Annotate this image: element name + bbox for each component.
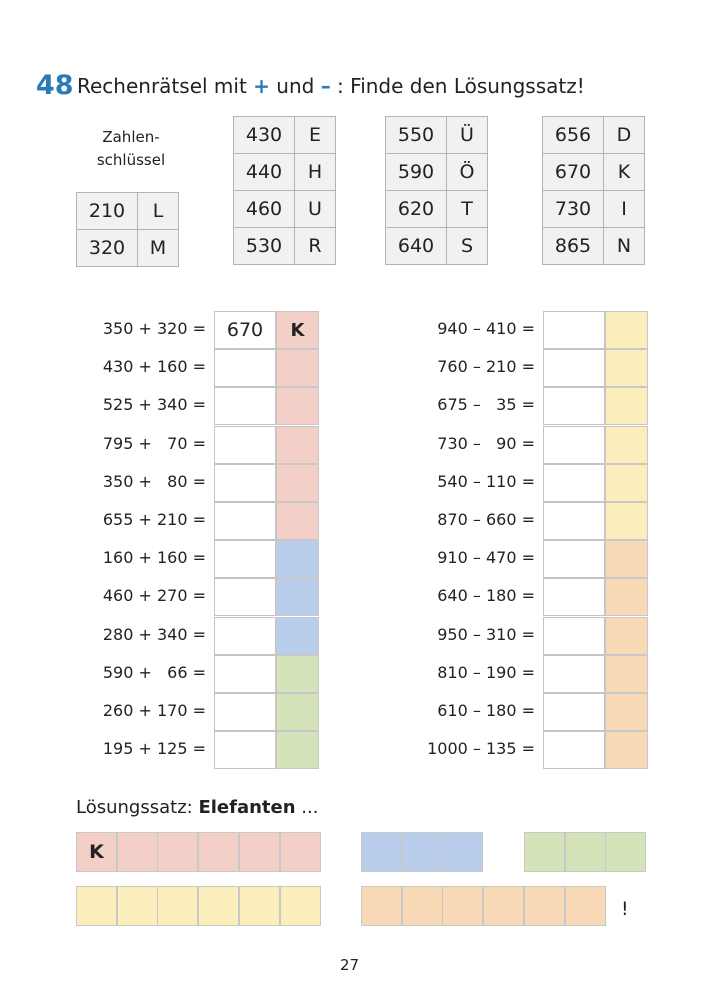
equation-text: 260 + 170 = bbox=[102, 701, 206, 720]
answer-box[interactable] bbox=[543, 502, 605, 540]
key-row bbox=[386, 228, 488, 265]
answer-box[interactable] bbox=[543, 464, 605, 502]
key-number: 210 bbox=[77, 193, 138, 230]
key-row bbox=[386, 154, 488, 191]
solution-label bbox=[76, 797, 318, 818]
equation-text: 610 – 180 = bbox=[437, 701, 535, 720]
page-number: 27 bbox=[340, 956, 360, 974]
minus-sign: – bbox=[320, 74, 331, 98]
solution-letter-box[interactable] bbox=[280, 886, 321, 926]
answer-box[interactable]: 670 bbox=[214, 311, 276, 349]
key-letter: D bbox=[604, 117, 645, 154]
key-label-line1: Zahlen- bbox=[102, 128, 160, 146]
solution-letter-box[interactable] bbox=[239, 886, 280, 926]
equation-text: 795 + 70 = bbox=[102, 433, 206, 453]
solution-letter-box[interactable]: K bbox=[76, 832, 117, 872]
key-table bbox=[233, 116, 336, 265]
title-part3: : Finde den Lösungssatz! bbox=[330, 74, 585, 98]
letter-box[interactable] bbox=[605, 349, 648, 387]
task-title bbox=[77, 74, 585, 98]
letter-box[interactable] bbox=[276, 502, 319, 540]
solution-letter-box[interactable] bbox=[402, 886, 443, 926]
equation-text: 810 – 190 = bbox=[437, 662, 535, 682]
key-letter: U bbox=[295, 191, 336, 228]
solution-exclamation: ! bbox=[621, 898, 629, 920]
solution-letter-box[interactable] bbox=[442, 832, 483, 872]
key-letter: M bbox=[138, 230, 179, 267]
answer-box[interactable] bbox=[543, 311, 605, 349]
key-number: 440 bbox=[234, 154, 295, 191]
key-row bbox=[234, 228, 336, 265]
key-letter: Ü bbox=[447, 117, 488, 154]
key-number: 530 bbox=[234, 228, 295, 265]
key-row bbox=[77, 193, 179, 230]
letter-box[interactable] bbox=[605, 731, 648, 769]
solution-letter-box[interactable] bbox=[239, 832, 280, 872]
equation-text: 195 + 125 = bbox=[102, 739, 206, 759]
key-letter: R bbox=[295, 228, 336, 265]
title-part2: und bbox=[269, 74, 321, 98]
letter-box[interactable] bbox=[605, 540, 648, 578]
key-row bbox=[386, 117, 488, 154]
equation-text: 460 + 270 = bbox=[102, 586, 206, 606]
solution-letter-box[interactable] bbox=[117, 886, 158, 926]
answer-box[interactable] bbox=[543, 617, 605, 655]
solution-letter-box[interactable] bbox=[157, 886, 198, 926]
key-table bbox=[542, 116, 645, 265]
key-letter: Ö bbox=[447, 154, 488, 191]
key-row bbox=[543, 191, 645, 228]
key-letter: K bbox=[604, 154, 645, 191]
equation-text: 640 – 180 = bbox=[437, 586, 535, 606]
letter-box[interactable] bbox=[605, 464, 648, 502]
solution-letter-box[interactable] bbox=[442, 886, 483, 926]
answer-box[interactable] bbox=[214, 464, 276, 502]
solution-label-bold: Elefanten bbox=[198, 797, 296, 818]
letter-box[interactable] bbox=[276, 464, 319, 502]
answer-box[interactable] bbox=[543, 387, 605, 425]
letter-box[interactable] bbox=[276, 731, 319, 769]
equation-text: 590 + 66 = bbox=[102, 662, 206, 682]
solution-letter-box[interactable] bbox=[483, 886, 524, 926]
solution-letter-box[interactable] bbox=[565, 886, 606, 926]
key-row bbox=[386, 191, 488, 228]
answer-box[interactable] bbox=[214, 349, 276, 387]
solution-letter-box[interactable] bbox=[361, 832, 402, 872]
answer-box[interactable] bbox=[543, 349, 605, 387]
key-letter: S bbox=[447, 228, 488, 265]
letter-box[interactable] bbox=[276, 655, 319, 693]
letter-box[interactable] bbox=[605, 617, 648, 655]
key-row bbox=[543, 154, 645, 191]
solution-letter-box[interactable] bbox=[280, 832, 321, 872]
letter-box[interactable] bbox=[605, 426, 648, 464]
solution-letter-box[interactable] bbox=[524, 886, 565, 926]
key-number: 640 bbox=[386, 228, 447, 265]
letter-box[interactable] bbox=[276, 617, 319, 655]
letter-box[interactable] bbox=[605, 502, 648, 540]
key-label-line2: schlüssel bbox=[96, 151, 166, 169]
letter-box[interactable] bbox=[605, 387, 648, 425]
solution-label-text: Lösungssatz: bbox=[76, 797, 199, 818]
answer-box[interactable] bbox=[543, 540, 605, 578]
key-number: 656 bbox=[543, 117, 604, 154]
key-row bbox=[77, 230, 179, 267]
letter-box[interactable] bbox=[605, 655, 648, 693]
answer-box[interactable] bbox=[214, 731, 276, 769]
answer-box[interactable] bbox=[543, 731, 605, 769]
letter-box[interactable] bbox=[605, 693, 648, 731]
solution-letter-box[interactable] bbox=[565, 832, 606, 872]
solution-letter-box[interactable] bbox=[361, 886, 402, 926]
title-part1: Rechenrätsel mit bbox=[77, 74, 254, 98]
letter-box[interactable] bbox=[605, 578, 648, 616]
answer-box[interactable] bbox=[543, 578, 605, 616]
plus-sign: + bbox=[253, 74, 270, 98]
answer-box[interactable] bbox=[214, 502, 276, 540]
equation-text: 760 – 210 = bbox=[437, 357, 535, 377]
key-row bbox=[234, 117, 336, 154]
equation-text: 540 – 110 = bbox=[437, 471, 535, 491]
key-letter: N bbox=[604, 228, 645, 265]
letter-box[interactable]: K bbox=[276, 311, 319, 349]
key-number: 550 bbox=[386, 117, 447, 154]
answer-box[interactable] bbox=[214, 693, 276, 731]
equation-text: 350 + 80 = bbox=[102, 471, 206, 491]
key-letter: L bbox=[138, 193, 179, 230]
equation-text: 675 – 35 = bbox=[437, 395, 535, 415]
key-letter: E bbox=[295, 117, 336, 154]
equation-text: 525 + 340 = bbox=[102, 395, 206, 415]
letter-box[interactable] bbox=[276, 693, 319, 731]
key-number: 865 bbox=[543, 228, 604, 265]
letter-box[interactable] bbox=[605, 311, 648, 349]
letter-box[interactable] bbox=[276, 578, 319, 616]
key-label bbox=[78, 126, 184, 172]
answer-box[interactable] bbox=[543, 426, 605, 464]
key-number: 730 bbox=[543, 191, 604, 228]
solution-letter-box[interactable] bbox=[157, 832, 198, 872]
equation-text: 910 – 470 = bbox=[437, 548, 535, 568]
letter-box[interactable] bbox=[276, 387, 319, 425]
key-table bbox=[385, 116, 488, 265]
solution-letter-box[interactable] bbox=[402, 832, 443, 872]
equation-text: 160 + 160 = bbox=[102, 548, 206, 568]
answer-box[interactable] bbox=[214, 540, 276, 578]
key-number: 620 bbox=[386, 191, 447, 228]
solution-letter-box[interactable] bbox=[117, 832, 158, 872]
equation-text: 870 – 660 = bbox=[437, 510, 535, 529]
key-letter: I bbox=[604, 191, 645, 228]
equation-text: 280 + 340 = bbox=[102, 624, 206, 644]
solution-letter-box[interactable] bbox=[524, 832, 565, 872]
answer-box[interactable] bbox=[543, 655, 605, 693]
equation-text: 655 + 210 = bbox=[102, 510, 206, 529]
answer-box[interactable] bbox=[214, 426, 276, 464]
answer-box[interactable] bbox=[214, 617, 276, 655]
answer-box[interactable] bbox=[543, 693, 605, 731]
solution-letter-box[interactable] bbox=[198, 832, 239, 872]
equation-text: 430 + 160 = bbox=[102, 357, 206, 377]
key-number: 320 bbox=[77, 230, 138, 267]
solution-label-end: ... bbox=[295, 797, 319, 818]
key-letter: T bbox=[447, 191, 488, 228]
letter-box[interactable] bbox=[276, 349, 319, 387]
task-number: 48 bbox=[36, 70, 74, 101]
key-number: 590 bbox=[386, 154, 447, 191]
key-row bbox=[543, 228, 645, 265]
key-row bbox=[234, 191, 336, 228]
answer-box[interactable] bbox=[214, 387, 276, 425]
key-table bbox=[76, 192, 179, 267]
equation-text: 350 + 320 = bbox=[102, 319, 206, 338]
equation-text: 940 – 410 = bbox=[437, 319, 535, 338]
equation-text: 950 – 310 = bbox=[437, 624, 535, 644]
key-number: 670 bbox=[543, 154, 604, 191]
key-number: 460 bbox=[234, 191, 295, 228]
key-row bbox=[543, 117, 645, 154]
solution-letter-box[interactable] bbox=[605, 832, 646, 872]
answer-box[interactable] bbox=[214, 655, 276, 693]
equation-text: 730 – 90 = bbox=[437, 433, 535, 453]
key-row bbox=[234, 154, 336, 191]
equation-text: 1000 – 135 = bbox=[427, 739, 535, 759]
letter-box[interactable] bbox=[276, 426, 319, 464]
letter-box[interactable] bbox=[276, 540, 319, 578]
solution-letter-box[interactable] bbox=[198, 886, 239, 926]
solution-letter-box[interactable] bbox=[76, 886, 117, 926]
key-letter: H bbox=[295, 154, 336, 191]
answer-box[interactable] bbox=[214, 578, 276, 616]
key-number: 430 bbox=[234, 117, 295, 154]
